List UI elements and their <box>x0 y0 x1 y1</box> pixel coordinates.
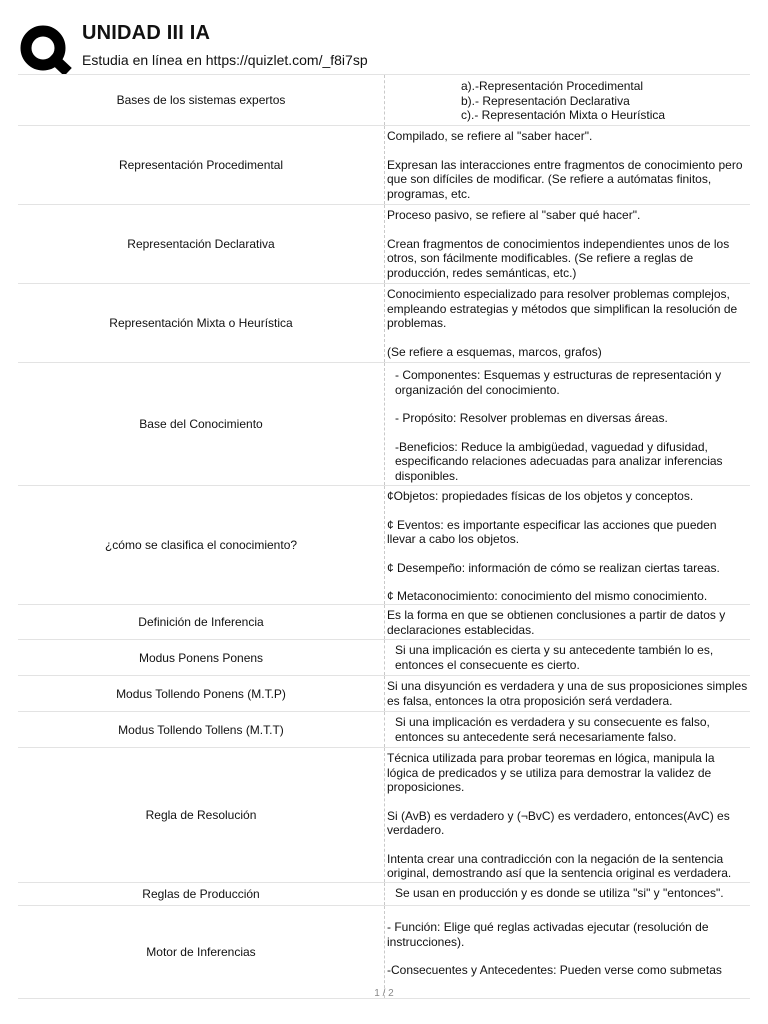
definition-paragraph: - Función: Elige qué reglas activadas ejecutar (resolución de instrucciones). <box>387 920 712 949</box>
definition-cell <box>384 883 750 905</box>
definition-paragraph: Intenta crear una contradicción con la negación de la sentencia original, demostrando así que la sentencia original es verdadera. <box>387 851 732 880</box>
definition-cell <box>384 748 750 882</box>
definition-cell <box>384 363 750 485</box>
definition-paragraph: -Consecuentes y Antecedentes: Pueden verse como submetas <box>387 963 722 977</box>
table-row <box>18 605 750 640</box>
definition-cell <box>384 126 750 204</box>
definition-paragraph: Si una disyunción es verdadera y una de sus proposiciones simples es falsa, entonces la otra proposición será verdadera. <box>387 679 751 708</box>
definition-paragraph: Se usan en producción y es donde se utiliza "si" y "entonces". <box>395 886 724 900</box>
definition-paragraph: Crean fragmentos de conocimientos independientes unos de los otros, son fácilmente modificables. (Se refiere a reglas de producción, redes semánticas, etc.) <box>387 236 733 280</box>
definition-cell <box>384 486 750 604</box>
definition-paragraph: Proceso pasivo, se refiere al "saber qué hacer". <box>387 208 641 222</box>
definition-cell <box>384 640 750 675</box>
definition-paragraph: Si una implicación es verdadera y su consecuente es falso, entonces su antecedente será necesariamente falso. <box>395 715 714 744</box>
term-cell: Bases de los sistemas expertos <box>116 93 286 107</box>
definition-cell <box>384 605 750 639</box>
table-row <box>18 126 750 205</box>
definition-paragraph: - Propósito: Resolver problemas en diversas áreas. <box>395 411 668 425</box>
table-row <box>18 75 750 126</box>
term-cell: Reglas de Producción <box>142 887 260 901</box>
definition-paragraph: a).-Representación Procedimental b).- Representación Declarativa c).- Representación Mixta o Heurística <box>461 79 666 122</box>
table-row <box>18 676 750 712</box>
table-row <box>18 712 750 748</box>
definition-cell <box>384 284 750 362</box>
table-row <box>18 284 750 363</box>
term-cell: Base del Conocimiento <box>139 417 263 431</box>
table-row <box>18 363 750 486</box>
term-cell: Representación Procedimental <box>118 158 284 172</box>
term-cell: Definición de Inferencia <box>138 615 264 629</box>
definition-paragraph: ¢ Eventos: es importante especificar las acciones que pueden llevar a cabo los objetos. <box>387 517 720 546</box>
definition-paragraph: ¢ Desempeño: información de cómo se realizan ciertas tareas. <box>387 560 720 575</box>
term-cell: Representación Declarativa <box>127 237 275 251</box>
term-cell: Modus Tollendo Tollens (M.T.T) <box>118 722 284 737</box>
definition-paragraph: Expresan las interacciones entre fragmentos de conocimiento pero que son difíciles de modificar. (Se refiere a autómatas finitos, programas, etc. <box>387 157 746 201</box>
flashcard-table <box>18 74 750 999</box>
definition-cell <box>384 712 750 747</box>
definition-paragraph: Si (AvB) es verdadero y (¬BvC) es verdadero, entonces(AvC) es verdadero. <box>387 808 734 837</box>
table-row <box>18 883 750 906</box>
definition-cell <box>384 205 750 283</box>
definition-paragraph: ¢Objetos: propiedades físicas de los objetos y conceptos. <box>387 489 694 503</box>
definition-paragraph: ¢ Metaconocimiento: conocimiento del mismo conocimiento. <box>387 589 708 603</box>
definition-cell <box>384 75 750 125</box>
term-cell: ¿cómo se clasifica el conocimiento? <box>104 538 298 552</box>
page-number: 1 / 2 <box>374 988 394 999</box>
definition-paragraph: Técnica utilizada para probar teoremas en lógica, manipula la lógica de predicados y se utiliza para demostrar la validez de proposiciones. <box>387 751 718 794</box>
definition-paragraph: Si una implicación es cierta y su antecedente también lo es, entonces el consecuente es cierto. <box>395 643 717 672</box>
definition-paragraph: - Componentes: Esquemas y estructuras de representación y organización del conocimiento. <box>395 368 725 397</box>
definition-cell <box>384 676 750 711</box>
table-row <box>18 906 750 999</box>
definition-cell <box>384 906 750 998</box>
term-cell: Regla de Resolución <box>145 808 257 822</box>
table-row <box>18 748 750 883</box>
term-cell: Modus Tollendo Ponens (M.T.P) <box>116 686 286 701</box>
quizlet-logo-icon <box>18 24 74 74</box>
definition-paragraph: Es la forma en que se obtienen conclusiones a partir de datos y declaraciones establecidas. <box>387 608 729 637</box>
term-cell: Modus Ponens Ponens <box>138 650 264 665</box>
table-row <box>18 640 750 676</box>
definition-paragraph: Conocimiento especializado para resolver problemas complejos, empleando estrategias y métodos que simplifican la resolución de problemas. <box>387 287 741 330</box>
table-row <box>18 486 750 605</box>
term-cell: Representación Mixta o Heurística <box>109 316 293 330</box>
page-subtitle: Estudia en línea en https://quizlet.com/_f8i7sp <box>82 52 368 68</box>
page-title: UNIDAD III IA <box>82 22 211 44</box>
definition-paragraph: -Beneficios: Reduce la ambigüedad, vaguedad y difusidad, especificando relaciones adecuadas para analizar inferencias disponibles. <box>395 439 726 483</box>
header <box>0 0 768 74</box>
table-row <box>18 205 750 284</box>
term-cell: Motor de Inferencias <box>146 945 256 959</box>
definition-paragraph: Compilado, se refiere al "saber hacer". <box>387 129 593 143</box>
definition-paragraph: (Se refiere a esquemas, marcos, grafos) <box>387 344 602 359</box>
